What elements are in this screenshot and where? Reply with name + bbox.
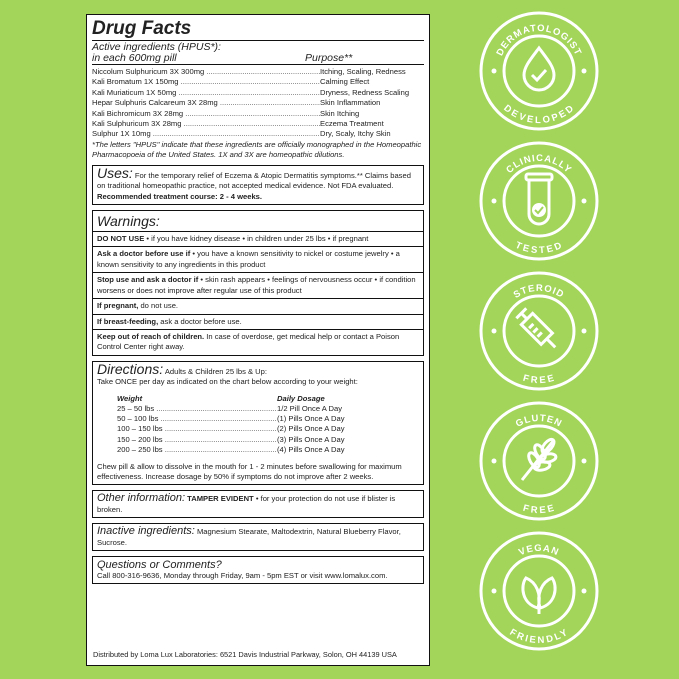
badge-tested-1 (478, 140, 600, 262)
dosage-weight: 150 – 200 lbs ..... (117, 435, 277, 445)
dosage-heading: Daily Dosage (277, 393, 325, 403)
badge-top-text: CLINICALLY (504, 152, 574, 176)
distributor-footer: Distributed by Loma Lux Laboratories: 6521 Davis Industrial Parkway, Solon, OH 44139 USA (93, 650, 397, 659)
questions-section (92, 556, 424, 584)
w2-text: • you have a known sensitivity to nickel or costume jewelry • a known sensitivity to any ingredients in this product (97, 249, 400, 269)
svg-text:STEROID (512, 283, 566, 301)
ingredient-row (92, 109, 424, 119)
ingredient-row (92, 77, 424, 87)
badge-svg (478, 10, 600, 132)
w3-text: • skin rash appears • feelings of nervousness occur • if condition worsens or does not improve after regular use of this product (97, 275, 416, 295)
drug-facts-label (86, 14, 430, 666)
dosage-weight: 200 – 250 lbs ..... (117, 445, 277, 455)
active-sub-heading: in each 600mg pill (92, 52, 177, 64)
ingredient-purpose: Itching, Scaling, Redness (320, 67, 406, 76)
warnings-section (92, 210, 424, 356)
dosage-row (117, 414, 379, 424)
dosage-amount: (2) Pills Once A Day (277, 424, 345, 434)
ingredient-purpose: Eczema Treatment (320, 119, 384, 129)
ingredient-purpose: Skin Inflammation (320, 98, 381, 108)
badge-developed-0 (478, 10, 600, 132)
uses-bold: Recommended treatment course: 2 - 4 weeks. (97, 191, 263, 201)
ingredient-name: Niccolum Sulphuricum 3X 300mg ..... (92, 67, 320, 77)
badge-svg (478, 530, 600, 652)
inactive-section (92, 523, 424, 551)
badge-top-text: VEGAN (517, 542, 561, 559)
w1-bold: DO NOT USE (97, 234, 145, 244)
other-info-section (92, 490, 424, 518)
chew-text: Chew pill & allow to dissolve in the mouth for 1 - 2 minutes before swallowing for maximum effectiveness. Increase dosage by 50% if symptoms do not improve after 2 weeks. (97, 461, 402, 481)
inactive-heading: Inactive ingredients: (97, 525, 195, 538)
ingredient-purpose: Skin Itching (320, 108, 360, 118)
drug-facts-title: Drug Facts (92, 18, 192, 39)
dosage-row (117, 445, 379, 455)
badge-top-text: DERMATOLOGIST (494, 22, 584, 58)
directions-text: Take ONCE per day as indicated on the chart below according to your weight: (97, 377, 358, 387)
ingredient-row (92, 119, 424, 129)
w4-bold: If pregnant, (97, 301, 139, 311)
svg-text:CLINICALLY (504, 153, 573, 176)
dosage-row (117, 404, 379, 414)
other-text: • for your protection do not use if blister is broken. (97, 494, 396, 514)
leaf-icon (523, 578, 555, 614)
svg-text:FREE (522, 373, 556, 386)
other-bold: TAMPER EVIDENT (187, 494, 254, 504)
w3-bold: Stop use and ask a doctor if (97, 275, 199, 285)
ingredient-row (92, 98, 424, 108)
wheat-icon (522, 437, 557, 480)
warnings-heading: Warnings: (97, 213, 160, 230)
directions-sub: Adults & Children 25 lbs & Up: (164, 366, 267, 376)
badge-bottom-text: FRIENDLY (507, 626, 571, 647)
directions-heading: Directions: (97, 360, 164, 377)
w1-text: • if you have kidney disease • in children under 25 lbs • if pregnant (144, 234, 369, 244)
uses-text: For the temporary relief of Eczema & Atopic Dermatitis symptoms.** Claims based on traditional homeopathic practice, not accepted medical evidence. Not FDA evaluated. (97, 170, 411, 191)
ingredient-purpose: Calming Effect (320, 77, 370, 87)
w5-bold: If breast-feeding, (97, 316, 159, 326)
svg-text:TESTED (514, 240, 565, 256)
test-tube-check-icon (526, 174, 552, 224)
ingredient-name: Sulphur 1X 10mg ..... (92, 129, 320, 139)
purpose-heading: Purpose** (305, 52, 353, 64)
dosage-amount: (3) Pills Once A Day (277, 434, 345, 444)
questions-text: Call 800-316-9636, Monday through Friday, 9am - 5pm EST or visit www.lomalux.com. (97, 571, 388, 580)
hpus-note: *The letters "HPUS" indicate that these ingredients are officially monographed in the Homeopathic Pharmacopoeia of the United States. 1X and 3X are homeopathic dilutions. (92, 139, 422, 159)
other-heading: Other information: (97, 492, 186, 505)
uses-section (92, 165, 424, 205)
dosage-weight: 100 – 150 lbs ..... (117, 424, 277, 434)
svg-text:FREE (522, 503, 556, 516)
badge-bottom-text: TESTED (513, 239, 565, 257)
w2-bold: Ask a doctor before use if (97, 249, 191, 259)
badge-free-2 (478, 270, 600, 392)
dosage-table (117, 404, 379, 456)
directions-section (92, 361, 424, 486)
badge-top-text: GLUTEN (513, 412, 565, 430)
w6-bold: Keep out of reach of children. (97, 331, 205, 341)
ingredient-name: Kali Sulphuricum 3X 28mg ..... (92, 119, 320, 129)
ingredient-purpose: Dryness, Redness Scaling (320, 87, 410, 97)
w6-text: In case of overdose, get medical help or contact a Poison Control Center right away. (97, 331, 400, 352)
dosage-row (117, 435, 379, 445)
badge-bottom-text: FREE (521, 372, 557, 387)
syringe-icon (516, 308, 561, 353)
ingredient-name: Kali Muriaticum 1X 50mg ..... (92, 88, 320, 98)
inactive-text: Magnesium Stearate, Maltodextrin, Natural Blueberry Flavor, Sucrose. (97, 527, 401, 547)
badge-free-3 (478, 400, 600, 522)
dosage-amount: 1/2 Pill Once A Day (277, 403, 343, 413)
badge-svg (478, 400, 600, 522)
badge-svg (478, 140, 600, 262)
weight-heading: Weight (117, 393, 143, 403)
badge-top-text: STEROID (511, 282, 567, 301)
questions-heading: Questions or Comments? (97, 559, 222, 571)
badge-svg (478, 270, 600, 392)
dosage-weight: 50 – 100 lbs ..... (117, 414, 277, 424)
dosage-row (117, 424, 379, 434)
w5-text: ask a doctor before use. (158, 316, 242, 326)
badge-bottom-text: FREE (521, 502, 557, 517)
ingredient-name: Kali Bromatum 1X 150mg ..... (92, 77, 320, 87)
ingredient-name: Kali Bichromicum 3X 28mg ..... (92, 109, 320, 119)
ingredient-purpose: Dry, Scaly, Itchy Skin (320, 129, 391, 139)
ingredient-list (92, 67, 424, 140)
ingredient-row (92, 129, 424, 139)
w4-text: do not use. (138, 301, 179, 311)
ingredient-row (92, 88, 424, 98)
ingredient-name: Hepar Sulphuris Calcareum 3X 28mg ..... (92, 98, 320, 108)
dosage-amount: (1) Pills Once A Day (277, 413, 345, 423)
badge-bottom-text: DEVELOPED (501, 102, 577, 127)
badge-friendly-4 (478, 530, 600, 652)
droplet-check-icon (524, 48, 554, 90)
ingredient-row (92, 67, 424, 77)
uses-heading: Uses: (97, 164, 133, 181)
dosage-weight: 25 – 50 lbs ..... (117, 404, 277, 414)
active-ingredients-heading: Active ingredients (HPUS*): (92, 41, 221, 53)
dosage-amount: (4) Pills Once A Day (277, 445, 345, 455)
